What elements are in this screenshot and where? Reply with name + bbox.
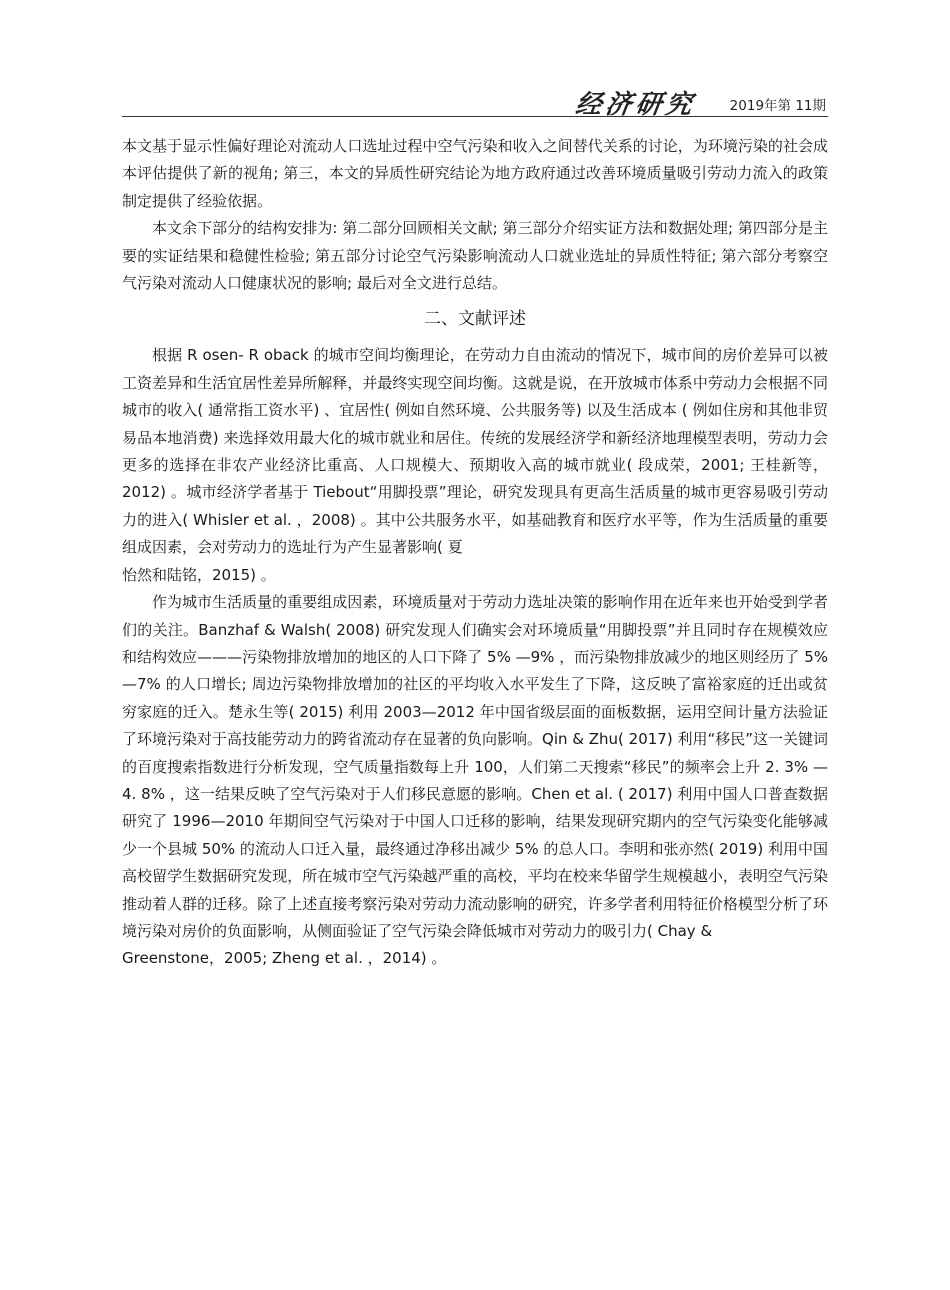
paragraph: 本文基于显示性偏好理论对流动人口选址过程中空气污染和收入之间替代关系的讨论，为环境污染的社会成本评估提供了新的视角; 第三，本文的异质性研究结论为地方政府通过改善环境质量吸引劳动力流入的政策制定提供了经验依据。 <box>122 137 828 210</box>
journal-logo: 经济研究 <box>573 90 698 120</box>
paragraph: 本文余下部分的结构安排为: 第二部分回顾相关文献; 第三部分介绍实证方法和数据处理; 第四部分是主要的实证结果和稳健性检验; 第五部分讨论空气污染影响流动人口就业选址的异质性特征; 第六部分考察空气污染对流动人口健康状况的影响; 最后对全文进行总结。 <box>122 219 828 293</box>
article-body <box>122 133 828 973</box>
page-header <box>122 84 828 120</box>
paragraph: 根据 R osen- R oback 的城市空间均衡理论，在劳动力自由流动的情况下，城市间的房价差异可以被工资差异和生活宜居性差异所解释，并最终实现空间均衡。这就是说，在开放城市体系中劳动力会根据不同城市的收入( 通常指工资水平) 、宜居性( 例如自然环境、公共服务等) 以及生活成本 ( 例如住房和其他非贸易品本地消费) 来选择效用最大化的城市就业和居住。传统的发展经济学和新经济地理模型表明，劳动力会更多的选择在非农产业经济比重高、人口规模大、预期收入高的城市就业( 段成荣，2001; 王桂新等，2012) 。城市经济学者基于 Tiebout“用脚投票”理论，研究发现具有更高生活质量的城市更容易吸引劳动力的进入( Whisler et al. ，2008) 。其中公共服务水平，如基础教育和医疗水平等，作为生活质量的重要组成因素，会对劳动力的选址行为产生显著影响( 夏 <box>122 346 828 557</box>
issue-label: 2019年第 11期 <box>729 98 826 114</box>
paragraph: Greenstone，2005; Zheng et al. ，2014) 。 <box>122 949 447 968</box>
paragraph: 作为城市生活质量的重要组成因素，环境质量对于劳动力选址决策的影响作用在近年来也开始受到学者们的关注。Banzhaf & Walsh( 2008) 研究发现人们确实会对环境质量“用脚投票”并且同时存在规模效应和结构效应———污染物排放增加的地区的人口下降了 5% —9% ，而污染物排放减少的地区则经历了 5% —7% 的人口增长; 周边污染物排放增加的社区的平均收入水平发生了下降，这反映了富裕家庭的迁出或贫穷家庭的迁入。楚永生等( 2015) 利用 2003—2012 年中国省级层面的面板数据，运用空间计量方法验证了环境污染对于高技能劳动力的跨省流动存在显著的负向影响。Qin & Zhu( 2017) 利用“移民”这一关键词的百度搜索指数进行分析发现，空气质量指数每上升 100，人们第二天搜索“移民”的频率会上升 2. 3% —4. 8% ，这一结果反映了空气污染对于人们移民意愿的影响。Chen et al. ( 2017) 利用中国人口普查数据研究了 1996—2010 年期间空气污染对于中国人口迁移的影响，结果发现研究期内的空气污染变化能够减少一个县城 50% 的流动人口迁入量，最终通过净移出减少 5% 的总人口。李明和张亦然( 2019) 利用中国高校留学生数据研究发现，所在城市空气污染越严重的高校，平均在校来华留学生规模越小，表明空气污染推动着人群的迁移。除了上述直接考察污染对劳动力流动影响的研究，许多学者利用特征价格模型分析了环境污染对房价的负面影响，从侧面验证了空气污染会降低城市对劳动力的吸引力( Chay & <box>122 593 828 940</box>
section-title: 二、文献评述 <box>424 309 526 330</box>
paragraph: 怡然和陆铭，2015) 。 <box>122 565 276 584</box>
